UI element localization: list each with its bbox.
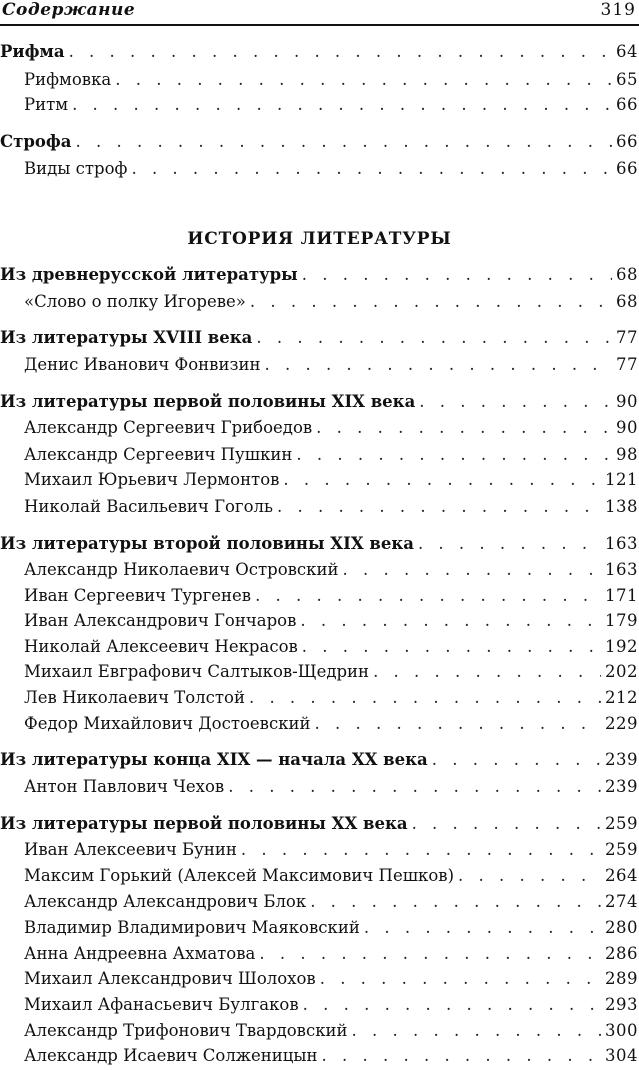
toc-entry-page: 66 xyxy=(616,95,638,114)
dot-leader xyxy=(458,866,601,885)
toc-entry xyxy=(0,750,639,774)
dot-leader xyxy=(241,840,601,859)
dot-leader xyxy=(72,95,612,114)
toc-entry xyxy=(0,70,639,94)
toc-entry xyxy=(0,292,639,316)
toc-entry-title: Федор Михайлович Достоевский xyxy=(24,714,311,733)
toc-entry-title: «Слово о полку Игореве» xyxy=(24,292,246,311)
dot-leader xyxy=(419,392,612,411)
toc-entry-page: 68 xyxy=(616,265,638,284)
toc-entry xyxy=(0,688,639,712)
toc-entry-page: 304 xyxy=(605,1046,638,1065)
toc-entry xyxy=(0,328,639,352)
toc-entry-page: 264 xyxy=(605,866,638,885)
dot-leader xyxy=(310,892,601,911)
toc-entry-title: Николай Васильевич Гоголь xyxy=(24,497,273,516)
toc-entry xyxy=(0,892,639,916)
toc-entry xyxy=(0,132,639,156)
toc-entry-page: 64 xyxy=(616,42,638,61)
toc-entry-title: Виды строф xyxy=(24,159,128,178)
toc-entry-title: Михаил Евграфович Салтыков-Щедрин xyxy=(24,662,370,681)
toc-entry-page: 98 xyxy=(616,445,638,464)
toc-entry-title: Михаил Афанасьевич Булгаков xyxy=(24,995,299,1014)
toc-entry xyxy=(0,586,639,610)
toc-entry xyxy=(0,95,639,119)
toc-entry-page: 239 xyxy=(605,777,638,796)
dot-leader xyxy=(322,1046,602,1065)
toc-entry-page: 229 xyxy=(605,714,638,733)
dot-leader xyxy=(352,1021,601,1040)
dot-leader xyxy=(249,688,601,707)
toc-entry-title: Лев Николаевич Толстой xyxy=(24,688,245,707)
toc-entry-title: Михаил Александрович Шолохов xyxy=(24,969,316,988)
toc-entry-title: Антон Павлович Чехов xyxy=(24,777,225,796)
toc-entry-title: Из литературы первой половины XIX века xyxy=(0,392,416,411)
toc-entry xyxy=(0,159,639,183)
toc-entry-page: 192 xyxy=(605,637,638,656)
dot-leader xyxy=(300,611,601,630)
toc-entry xyxy=(0,969,639,993)
toc-entry-page: 77 xyxy=(616,328,638,347)
dot-leader xyxy=(283,470,601,489)
toc-entry-title: Из литературы XVIII века xyxy=(0,328,253,347)
toc-entry-page: 65 xyxy=(616,70,638,89)
toc-entry-title: Рифма xyxy=(0,42,65,61)
toc-entry xyxy=(0,1046,639,1070)
header-title: Содержание xyxy=(2,0,136,20)
toc-entry-title: Из литературы второй половины XIX века xyxy=(0,534,414,553)
dot-leader xyxy=(373,662,601,681)
dot-leader xyxy=(115,70,612,89)
toc-entry-page: 121 xyxy=(605,470,638,489)
toc-entry-page: 259 xyxy=(605,840,638,859)
dot-leader xyxy=(277,497,601,516)
dot-leader xyxy=(303,995,601,1014)
toc-entry xyxy=(0,714,639,738)
toc-entry-title: Строфа xyxy=(0,132,72,151)
toc-entry-page: 66 xyxy=(616,159,638,178)
toc-entry-page: 289 xyxy=(605,969,638,988)
toc-entry xyxy=(0,42,639,66)
dot-leader xyxy=(320,969,601,988)
toc-entry-page: 68 xyxy=(616,292,638,311)
dot-leader xyxy=(315,714,601,733)
dot-leader xyxy=(131,159,612,178)
toc-entry-title: Александр Трифонович Твардовский xyxy=(24,1021,348,1040)
toc-entry-title: Михаил Юрьевич Лермонтов xyxy=(24,470,280,489)
toc-entry-page: 212 xyxy=(605,688,638,707)
toc-entry xyxy=(0,814,639,838)
toc-entry xyxy=(0,866,639,890)
page-number: 319 xyxy=(600,0,636,20)
toc-entry-title: Максим Горький (Алексей Максимович Пешков) xyxy=(24,866,455,885)
toc-entry-page: 171 xyxy=(605,586,638,605)
toc-entry-title: Из литературы первой половины XX века xyxy=(0,814,408,833)
toc-entry xyxy=(0,637,639,661)
toc-entry xyxy=(0,662,639,686)
toc-entry xyxy=(0,265,639,289)
dot-leader xyxy=(69,42,612,61)
dot-leader xyxy=(256,328,612,347)
toc-entry xyxy=(0,944,639,968)
toc-entry-title: Николай Алексеевич Некрасов xyxy=(24,637,298,656)
toc-entry-title: Рифмовка xyxy=(24,70,112,89)
running-header xyxy=(0,0,639,26)
dot-leader xyxy=(250,292,612,311)
toc-entry-page: 90 xyxy=(616,418,638,437)
toc-entry-title: Александр Александрович Блок xyxy=(24,892,307,911)
dot-leader xyxy=(316,418,612,437)
toc-entry xyxy=(0,918,639,942)
toc-entry xyxy=(0,560,639,584)
toc-entry-page: 259 xyxy=(605,814,638,833)
dot-leader xyxy=(259,944,601,963)
toc-entry xyxy=(0,418,639,442)
toc-entry xyxy=(0,840,639,864)
dot-leader xyxy=(228,777,601,796)
dot-leader xyxy=(364,918,601,937)
toc-entry-page: 163 xyxy=(605,534,638,553)
dot-leader xyxy=(412,814,601,833)
toc-entry-title: Денис Иванович Фонвизин xyxy=(24,355,261,374)
toc-entry-page: 202 xyxy=(605,662,638,681)
toc-entry-title: Александр Сергеевич Пушкин xyxy=(24,445,293,464)
dot-leader xyxy=(302,637,601,656)
toc-entry xyxy=(0,497,639,521)
dot-leader xyxy=(342,560,601,579)
toc-entry-page: 239 xyxy=(605,750,638,769)
toc-entry xyxy=(0,1021,639,1045)
toc-entry-title: Александр Исаевич Солженицын xyxy=(24,1046,318,1065)
toc-entry xyxy=(0,470,639,494)
toc-entry xyxy=(0,355,639,379)
toc-entry-title: Александр Сергеевич Грибоедов xyxy=(24,418,313,437)
toc-entry-title: Из древнерусской литературы xyxy=(0,265,298,284)
toc-entry-title: Александр Николаевич Островский xyxy=(24,560,339,579)
dot-leader xyxy=(418,534,601,553)
section-heading: ИСТОРИЯ ЛИТЕРАТУРЫ xyxy=(187,229,452,249)
toc-entry xyxy=(0,445,639,469)
toc-entry-page: 280 xyxy=(605,918,638,937)
toc-entry xyxy=(0,995,639,1019)
toc-entry xyxy=(0,534,639,558)
toc-entry-page: 138 xyxy=(605,497,638,516)
toc-entry-title: Ритм xyxy=(24,95,69,114)
toc-entry-page: 286 xyxy=(605,944,638,963)
dot-leader xyxy=(296,445,612,464)
toc-entry-title: Владимир Владимирович Маяковский xyxy=(24,918,360,937)
toc-entry-page: 300 xyxy=(605,1021,638,1040)
toc-entry-page: 66 xyxy=(616,132,638,151)
toc-entry-page: 163 xyxy=(605,560,638,579)
toc-entry-page: 90 xyxy=(616,392,638,411)
dot-leader xyxy=(264,355,612,374)
dot-leader xyxy=(75,132,612,151)
toc-entry xyxy=(0,392,639,416)
toc-entry xyxy=(0,611,639,635)
toc-entry-page: 77 xyxy=(616,355,638,374)
toc-entry-title: Из литературы конца XIX — начала XX века xyxy=(0,750,428,769)
toc-entry-title: Иван Алексеевич Бунин xyxy=(24,840,237,859)
toc-entry-page: 293 xyxy=(605,995,638,1014)
toc-entry-title: Анна Андреевна Ахматова xyxy=(24,944,256,963)
dot-leader xyxy=(255,586,601,605)
dot-leader xyxy=(432,750,601,769)
toc-entry-title: Иван Александрович Гончаров xyxy=(24,611,297,630)
toc-entry xyxy=(0,777,639,801)
dot-leader xyxy=(302,265,612,284)
toc-entry-title: Иван Сергеевич Тургенев xyxy=(24,586,252,605)
toc-entry-page: 274 xyxy=(605,892,638,911)
toc-entry-page: 179 xyxy=(605,611,638,630)
